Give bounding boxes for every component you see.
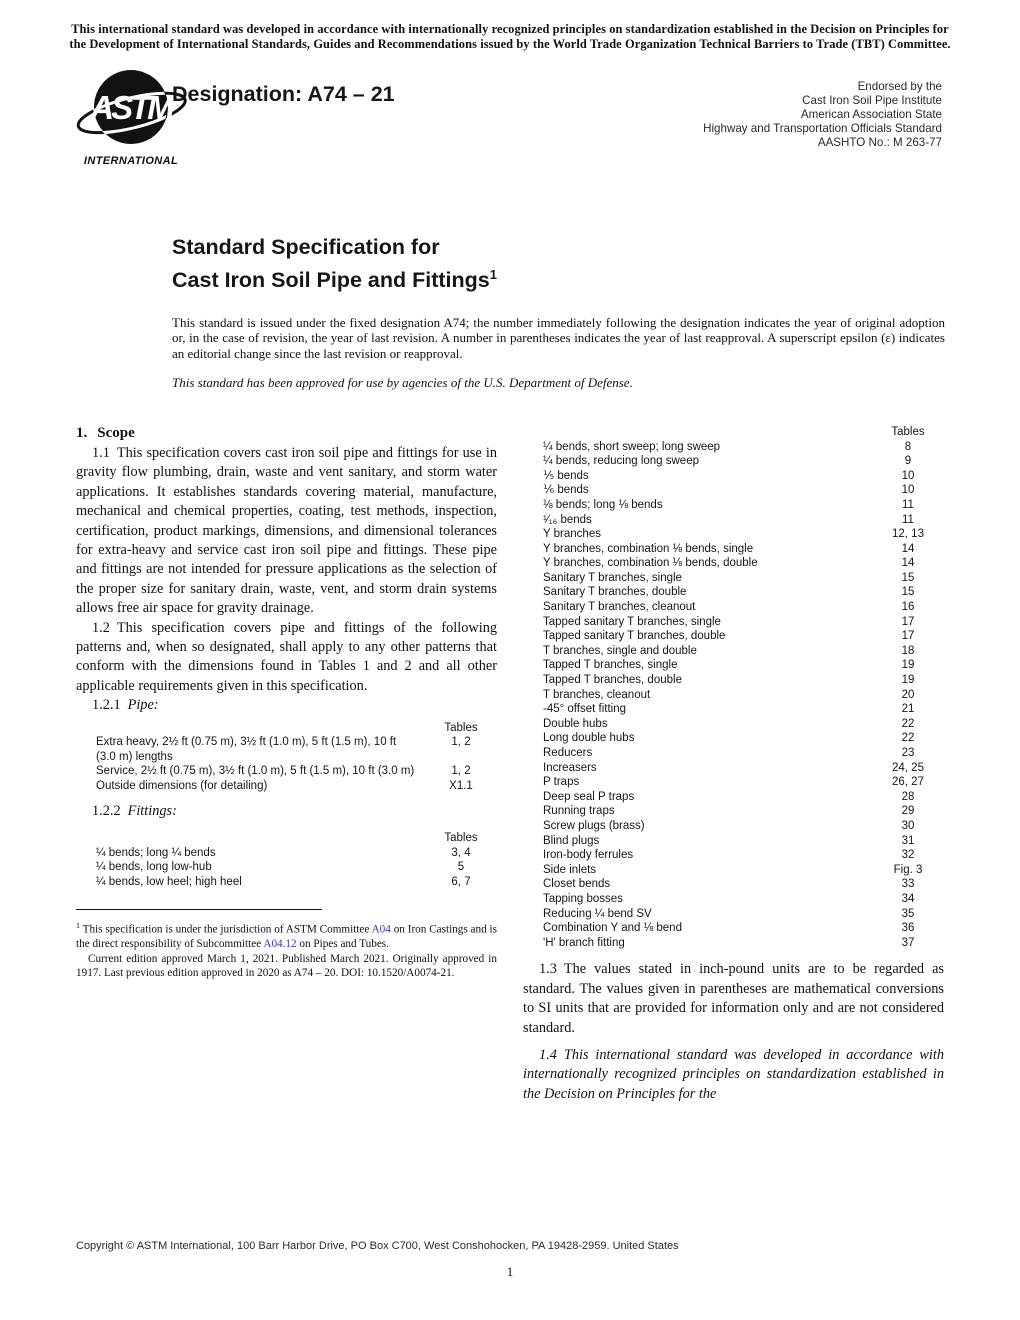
fittings-right-row xyxy=(543,454,944,469)
fitting-item-tables: 10 xyxy=(901,469,915,482)
fitting-item-tables: Fig. 3 xyxy=(893,863,923,876)
fitting-item-label: Blind plugs xyxy=(543,834,600,847)
copyright-footer: Copyright © ASTM International, 100 Barr Harbor Drive, PO Box C700, West Conshohocken, PA 19428-2959. United States xyxy=(76,1240,679,1252)
fitting-item-tables: 15 xyxy=(901,571,915,584)
fittings-right-row xyxy=(543,775,944,790)
fitting-item-label: Reducing ¼ bend SV xyxy=(543,907,652,920)
subclause-1-2-1: 1.2.1 Pipe: xyxy=(92,697,159,714)
pipe-table-row xyxy=(96,735,497,764)
endorsement-line: Highway and Transportation Officials Standard xyxy=(703,122,942,136)
fitting-item-label: Sanitary T branches, cleanout xyxy=(543,601,696,614)
fitting-item-tables: 37 xyxy=(901,936,915,949)
fitting-item-label: Screw plugs (brass) xyxy=(543,819,645,832)
fitting-item-label: Reducers xyxy=(543,747,593,760)
astm-logo-icon xyxy=(72,66,190,154)
title-line-2: Cast Iron Soil Pipe and Fittings$^1$ xyxy=(172,267,497,293)
astm-logo-text: ASTM xyxy=(90,89,172,127)
fitting-item-tables: 12, 13 xyxy=(892,528,924,541)
fitting-item-tables: 10 xyxy=(901,484,915,497)
fitting-item-label: T branches, cleanout xyxy=(543,688,651,701)
fitting-item-label: 'H' branch fitting xyxy=(543,936,625,949)
fittings-right-row xyxy=(543,688,944,703)
fitting-item-tables: 26, 27 xyxy=(892,776,924,789)
fittings-right-row xyxy=(543,702,944,717)
paragraph-1-1: 1.1 This specification covers cast iron soil pipe and fittings for use in gravity flow plumbing, drain, waste and vent sanitary, and storm water applications. It establishes standards covering material, manufacture, mechanical and chemical properties, coating, test methods, inspection, certification, product markings, dimensions, and dimensional tolerances for extra-heavy and service cast iron soil pipe and fittings. These pipe and fittings are not intended for pressure applications as the selection of the proper size for sanitary drain, waste, vent, and storm drain systems allows free air space for gravity drainage. xyxy=(76,444,497,617)
fitting-item-tables: 32 xyxy=(901,849,915,862)
fitting-item-label: -45° offset fitting xyxy=(543,703,627,716)
footnote-divider xyxy=(76,909,322,910)
right-column xyxy=(523,425,944,1104)
fitting-item-tables: 34 xyxy=(901,892,915,905)
fittings-right-row xyxy=(543,513,944,528)
astm-logo-international-label: INTERNATIONAL xyxy=(83,155,179,168)
fitting-item-tables: 23 xyxy=(901,747,915,760)
pipe-table-header-row xyxy=(96,721,497,736)
pipe-item-tables: 1, 2 xyxy=(451,765,471,778)
endorsement-line: AASHTO No.: M 263-77 xyxy=(817,136,942,150)
fitting-item-tables: 20 xyxy=(901,688,915,701)
fitting-item-tables: 31 xyxy=(901,834,915,847)
paragraph-1-2: 1.2 This specification covers pipe and fittings of the following patterns and, when so designated, shall apply to any other patterns that conform with the dimensions found in Tables 1 and 2 and all other applicable requirements given in this specification. xyxy=(76,619,497,694)
fittings-right-row xyxy=(543,527,944,542)
fitting-item-tables: 14 xyxy=(901,542,915,555)
committee-a04-link[interactable]: A04 xyxy=(371,924,391,937)
fitting-item-label: Y branches, combination ⅛ bends, single xyxy=(543,542,754,555)
fitting-item-tables: 22 xyxy=(901,732,915,745)
fitting-item-tables: 17 xyxy=(901,615,915,628)
fitting-item-label: Tapped T branches, single xyxy=(543,659,678,672)
fittings-right-row xyxy=(543,483,944,498)
fitting-item-tables: 36 xyxy=(901,922,915,935)
fitting-item-tables: 6, 7 xyxy=(451,875,471,888)
fittings-right-row xyxy=(543,834,944,849)
fitting-item-label: ¼ bends, low heel; high heel xyxy=(96,875,242,888)
fitting-item-tables: 33 xyxy=(901,878,915,891)
paragraph-1-3: 1.3 The values stated in inch-pound units are to be regarded as standard. The values given in parentheses are mathematical conversions to SI units that are provided for information only and are not considered standard. xyxy=(523,961,944,1036)
fitting-item-label: Sanitary T branches, single xyxy=(543,571,682,584)
fittings-right-row xyxy=(543,848,944,863)
fittings-right-row xyxy=(543,615,944,630)
fittings-left-header-row xyxy=(96,831,497,846)
endorsement-block xyxy=(703,80,942,150)
fittings-right-row xyxy=(543,863,944,878)
fitting-item-tables: 22 xyxy=(901,717,915,730)
fitting-item-label: ¹⁄₁₆ bends xyxy=(543,513,592,526)
fittings-right-row xyxy=(543,790,944,805)
section-1-heading: 1. Scope xyxy=(76,424,135,441)
endorsement-line: American Association State xyxy=(800,108,942,122)
fitting-item-tables: 24, 25 xyxy=(892,761,924,774)
fitting-item-label: Increasers xyxy=(543,761,597,774)
fitting-item-label: Side inlets xyxy=(543,863,597,876)
fitting-item-label: Tapping bosses xyxy=(543,892,623,905)
fitting-item-label: ¼ bends, short sweep; long sweep xyxy=(543,440,721,453)
document-header xyxy=(0,66,1020,184)
fittings-right-row xyxy=(543,629,944,644)
fitting-item-tables: 30 xyxy=(901,819,915,832)
wto-tbt-notice: This international standard was developed in accordance with internationally recognized principles on standardization established in the Decision on Principles for the Development of International Standards, Guides and Recommendations issued by the World Trade Organization Technical Barriers to Trade (TBT) Committee. xyxy=(69,22,951,52)
fitting-item-tables: 14 xyxy=(901,557,915,570)
fittings-right-row xyxy=(543,731,944,746)
pipe-item-tables: 1, 2 xyxy=(451,736,471,749)
subclause-1-2-2: 1.2.2 Fittings: xyxy=(92,802,177,819)
fitting-item-tables: 18 xyxy=(901,644,915,657)
pipe-item-tables: X1.1 xyxy=(449,780,473,793)
pipe-table-header: Tables xyxy=(444,721,478,734)
page-number: 1 xyxy=(506,1264,514,1279)
fittings-left-row xyxy=(96,846,497,861)
fitting-item-tables: 21 xyxy=(901,703,915,716)
fittings-left-row xyxy=(96,860,497,875)
fittings-right-row xyxy=(543,469,944,484)
fitting-item-tables: 11 xyxy=(902,498,914,511)
fitting-item-label: Deep seal P traps xyxy=(543,790,635,803)
fittings-right-row xyxy=(543,600,944,615)
endorsement-line: Endorsed by the xyxy=(857,80,942,94)
fittings-right-row xyxy=(543,936,944,951)
footnote-block xyxy=(76,909,497,980)
fitting-item-tables: 17 xyxy=(901,630,915,643)
fittings-right-row xyxy=(543,907,944,922)
fitting-item-label: Iron-body ferrules xyxy=(543,849,634,862)
pipe-item-label: Extra heavy, 2½ ft (0.75 m), 3½ ft (1.0 m), 5 ft (1.5 m), 10 ft (3.0 m) lengths xyxy=(96,736,397,763)
fitting-item-tables: 16 xyxy=(901,601,915,614)
fittings-right-row xyxy=(543,571,944,586)
fittings-right-row xyxy=(543,585,944,600)
footnote-marker: 1 xyxy=(76,921,80,931)
pipe-table-row xyxy=(96,764,497,779)
title-footnote-ref: 1 xyxy=(489,267,497,283)
endorsement-line: Cast Iron Soil Pipe Institute xyxy=(802,94,942,108)
fitting-item-tables: 3, 4 xyxy=(451,846,471,859)
fittings-right-row xyxy=(543,746,944,761)
fittings-right-row xyxy=(543,658,944,673)
body-columns xyxy=(76,425,944,1104)
fitting-item-tables: 29 xyxy=(901,805,915,818)
fitting-item-label: Y branches xyxy=(543,528,601,541)
fitting-item-tables: 5 xyxy=(457,861,465,874)
pipe-table-row xyxy=(96,779,497,794)
fittings-right-row xyxy=(543,556,944,571)
fitting-item-label: T branches, single and double xyxy=(543,644,697,657)
left-column xyxy=(76,425,497,1104)
fitting-item-label: ⅕ bends xyxy=(543,469,589,482)
fitting-item-tables: 15 xyxy=(901,586,915,599)
title-line-1: Standard Specification for xyxy=(172,235,440,260)
fitting-item-label: P traps xyxy=(543,776,580,789)
fitting-item-label: Tapped T branches, double xyxy=(543,674,682,687)
issuance-paragraph: This standard is issued under the fixed designation A74; the number immediately following the designation indicates the year of original adoption or, in the case of revision, the year of last revision. A number in parentheses indicates the year of last reapproval. A superscript epsilon (ε) indicates an editorial change since the last revision or reapproval. xyxy=(172,314,945,362)
footnote-1: $^1$ This specification is under the jurisdiction of ASTM Committee A04 on Iron Castings and is the direct responsibility of Subcommittee A04.12 on Pipes and Tubes. xyxy=(76,921,498,951)
fitting-item-tables: 11 xyxy=(902,513,914,526)
fitting-item-tables: 9 xyxy=(904,455,912,468)
fittings-right-row xyxy=(543,892,944,907)
fitting-item-label: Running traps xyxy=(543,805,615,818)
fitting-item-label: Tapped sanitary T branches, single xyxy=(543,615,721,628)
fittings-left-row xyxy=(96,875,497,890)
paragraph-1-4: 1.4 This international standard was developed in accordance with internationally recognized principles on standardization established in the Decision on Principles for the xyxy=(523,1046,944,1102)
fitting-item-label: Y branches, combination ⅛ bends, double xyxy=(543,557,758,570)
fitting-item-tables: 8 xyxy=(904,440,912,453)
pipe-item-label: Outside dimensions (for detailing) xyxy=(96,780,268,793)
subcommittee-a04-12-link[interactable]: A04.12 xyxy=(263,938,297,951)
standard-title xyxy=(172,234,1020,294)
fitting-item-tables: 28 xyxy=(901,790,915,803)
fittings-right-row xyxy=(543,877,944,892)
fitting-item-label: ¼ bends, reducing long sweep xyxy=(543,455,699,468)
pipe-table xyxy=(96,721,497,794)
fittings-right-header: Tables xyxy=(891,425,925,438)
fitting-item-label: Sanitary T branches, double xyxy=(543,586,687,599)
fitting-item-tables: 19 xyxy=(901,659,915,672)
fittings-right-row xyxy=(543,644,944,659)
fittings-right-row xyxy=(543,804,944,819)
fittings-right-row xyxy=(543,717,944,732)
fitting-item-tables: 19 xyxy=(901,674,915,687)
fitting-item-label: Combination Y and ⅛ bend xyxy=(543,922,682,935)
fitting-item-tables: 35 xyxy=(901,907,915,920)
dod-approval-note: This standard has been approved for use by agencies of the U.S. Department of Defense. xyxy=(172,374,633,390)
fittings-table-right xyxy=(543,425,944,950)
fittings-table-left xyxy=(96,831,497,889)
fitting-item-label: ¼ bends, long low-hub xyxy=(96,861,212,874)
pipe-item-label: Service, 2½ ft (0.75 m), 3½ ft (1.0 m), 5 ft (1.5 m), 10 ft (3.0 m) xyxy=(96,765,415,778)
fitting-item-label: ⅙ bends xyxy=(543,484,589,497)
fitting-item-label: Double hubs xyxy=(543,717,608,730)
fittings-right-header-row xyxy=(543,425,944,440)
fitting-item-label: ⅛ bends; long ⅛ bends xyxy=(543,498,663,511)
footnote-edition: Current edition approved March 1, 2021. Published March 2021. Originally approved in 1917. Last previous edition approved in 2020 as A74 – 20. DOI: 10.1520/A0074-21. xyxy=(76,952,497,979)
fittings-right-row xyxy=(543,498,944,513)
fittings-left-header: Tables xyxy=(444,832,478,845)
fittings-right-row xyxy=(543,761,944,776)
fitting-item-label: Long double hubs xyxy=(543,732,635,745)
designation-label: Designation: A74 – 21 xyxy=(172,82,395,107)
fitting-item-label: ¼ bends; long ¼ bends xyxy=(96,846,216,859)
fittings-right-row xyxy=(543,819,944,834)
fittings-right-row xyxy=(543,440,944,455)
fitting-item-label: Closet bends xyxy=(543,878,611,891)
fittings-right-row xyxy=(543,542,944,557)
fitting-item-label: Tapped sanitary T branches, double xyxy=(543,630,726,643)
fittings-right-row xyxy=(543,921,944,936)
fittings-right-row xyxy=(543,673,944,688)
